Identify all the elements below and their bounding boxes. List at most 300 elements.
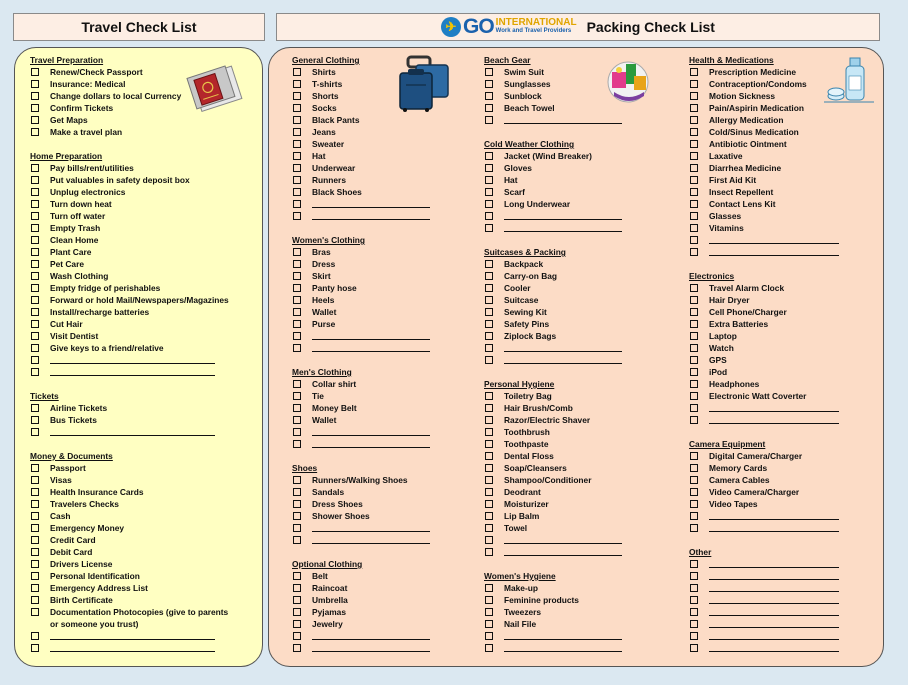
checkbox[interactable]: [293, 140, 301, 148]
checkbox[interactable]: [485, 188, 493, 196]
checkbox[interactable]: [31, 320, 39, 328]
checkbox[interactable]: [31, 524, 39, 532]
checkbox[interactable]: [485, 212, 493, 220]
blank-line[interactable]: [50, 366, 215, 376]
checkbox[interactable]: [293, 512, 301, 520]
blank-line[interactable]: [50, 426, 215, 436]
checklist-item: [30, 90, 235, 102]
logo-subtitle: Work and Travel Providers: [495, 28, 572, 34]
checkbox[interactable]: [485, 272, 493, 280]
checklist-item: [484, 78, 622, 90]
checklist-item-label: Deodrant: [504, 487, 541, 497]
blank-line[interactable]: [709, 510, 839, 520]
checkbox[interactable]: [690, 308, 698, 316]
checkbox[interactable]: [485, 464, 493, 472]
section-title: Suitcases & Packing: [484, 247, 566, 257]
blank-line[interactable]: [504, 534, 622, 544]
checklist-item-label: Prescription Medicine: [709, 67, 797, 77]
checkbox[interactable]: [293, 608, 301, 616]
section-title: Optional Clothing: [292, 559, 363, 569]
checkbox[interactable]: [690, 452, 698, 460]
checkbox[interactable]: [485, 452, 493, 460]
checkbox[interactable]: [690, 524, 698, 532]
checklist-item-label: Sewing Kit: [504, 307, 547, 317]
checkbox[interactable]: [31, 332, 39, 340]
blank-line[interactable]: [709, 522, 839, 532]
checkbox[interactable]: [690, 68, 698, 76]
checklist-item-label: Digital Camera/Charger: [709, 451, 803, 461]
checklist-item: [292, 162, 430, 174]
checkbox[interactable]: [690, 236, 698, 244]
checkbox[interactable]: [485, 632, 493, 640]
checkbox[interactable]: [31, 596, 39, 604]
checkbox[interactable]: [690, 92, 698, 100]
checkbox[interactable]: [31, 308, 39, 316]
blank-line[interactable]: [312, 642, 430, 652]
checkbox[interactable]: [31, 272, 39, 280]
checkbox[interactable]: [31, 416, 39, 424]
checkbox[interactable]: [31, 632, 39, 640]
checkbox[interactable]: [31, 116, 39, 124]
checkbox[interactable]: [293, 188, 301, 196]
checkbox[interactable]: [485, 200, 493, 208]
checkbox[interactable]: [485, 428, 493, 436]
blank-line[interactable]: [709, 246, 839, 256]
blank-line[interactable]: [504, 222, 622, 232]
checklist-item: [292, 510, 430, 522]
blank-line[interactable]: [709, 582, 839, 592]
checkbox[interactable]: [485, 644, 493, 652]
checklist-item: [484, 438, 622, 450]
blank-checklist-item: [484, 534, 622, 546]
section-title: Home Preparation: [30, 151, 103, 161]
checkbox[interactable]: [293, 524, 301, 532]
checkbox[interactable]: [485, 416, 493, 424]
checkbox[interactable]: [690, 608, 698, 616]
checkbox[interactable]: [293, 416, 301, 424]
checklist-item-label: Toothpaste: [504, 439, 549, 449]
checkbox[interactable]: [31, 200, 39, 208]
section-title: Women's Hygiene: [484, 571, 556, 581]
checkbox[interactable]: [690, 188, 698, 196]
blank-line[interactable]: [312, 330, 430, 340]
checklist-item: [689, 174, 839, 186]
checkbox[interactable]: [485, 284, 493, 292]
checklist-item-label: Vitamins: [709, 223, 744, 233]
checkbox[interactable]: [690, 284, 698, 292]
checklist-item: [30, 198, 235, 210]
checkbox[interactable]: [485, 596, 493, 604]
checkbox[interactable]: [485, 116, 493, 124]
checklist-item-label: Black Shoes: [312, 187, 362, 197]
checklist-item-label: Insect Repellent: [709, 187, 774, 197]
checklist-item: [30, 126, 235, 138]
checklist-item-label: Travelers Checks: [50, 499, 119, 509]
checkbox[interactable]: [690, 152, 698, 160]
checkbox[interactable]: [293, 260, 301, 268]
blank-line[interactable]: [504, 630, 622, 640]
blank-line[interactable]: [504, 354, 622, 364]
checkbox[interactable]: [690, 224, 698, 232]
blank-line[interactable]: [50, 354, 215, 364]
checklist-item: [689, 162, 839, 174]
blank-line[interactable]: [709, 234, 839, 244]
checkbox[interactable]: [31, 608, 39, 616]
checklist-item-label: Airline Tickets: [50, 403, 108, 413]
blank-line[interactable]: [504, 114, 622, 124]
checkbox[interactable]: [31, 404, 39, 412]
checklist-item: [484, 174, 622, 186]
checklist-item-label: Laxative: [709, 151, 743, 161]
checklist-item-label: Birth Certificate: [50, 595, 113, 605]
checklist-item-label: Collar shirt: [312, 379, 357, 389]
blank-line[interactable]: [312, 342, 430, 352]
checklist-item: [292, 126, 430, 138]
blank-line[interactable]: [504, 642, 622, 652]
section-money-and-documents: [30, 450, 235, 654]
travel-checklist-header: [13, 13, 265, 41]
checklist-item: [30, 510, 235, 522]
checklist-item-label: Extra Batteries: [709, 319, 769, 329]
checkbox[interactable]: [485, 344, 493, 352]
checklist-item-label: Forward or hold Mail/Newspapers/Magazines: [50, 295, 229, 305]
blank-checklist-item: [689, 402, 839, 414]
blank-line[interactable]: [50, 642, 215, 652]
blank-line[interactable]: [709, 594, 839, 604]
checkbox[interactable]: [31, 260, 39, 268]
checkbox[interactable]: [485, 356, 493, 364]
checkbox[interactable]: [485, 440, 493, 448]
section-beach-gear: [484, 54, 622, 126]
checkbox[interactable]: [293, 572, 301, 580]
checklist-item: [689, 390, 839, 402]
checkbox[interactable]: [293, 620, 301, 628]
checklist-item: [30, 210, 235, 222]
blank-line[interactable]: [504, 546, 622, 556]
checklist-item: [30, 234, 235, 246]
checklist-item-label: Shorts: [312, 91, 339, 101]
blank-checklist-item: [30, 366, 235, 378]
checkbox[interactable]: [293, 80, 301, 88]
checkbox[interactable]: [690, 344, 698, 352]
checklist-item: [292, 114, 430, 126]
checkbox[interactable]: [31, 428, 39, 436]
checkbox[interactable]: [485, 92, 493, 100]
checkbox[interactable]: [31, 344, 39, 352]
checkbox[interactable]: [31, 176, 39, 184]
checkbox[interactable]: [31, 548, 39, 556]
checkbox[interactable]: [485, 68, 493, 76]
checkbox[interactable]: [690, 572, 698, 580]
blank-checklist-item: [689, 510, 839, 522]
checkbox[interactable]: [31, 500, 39, 508]
checkbox[interactable]: [293, 68, 301, 76]
checkbox[interactable]: [690, 140, 698, 148]
checkbox[interactable]: [485, 488, 493, 496]
blank-line[interactable]: [312, 426, 430, 436]
checkbox[interactable]: [293, 500, 301, 508]
checkbox[interactable]: [293, 488, 301, 496]
checkbox[interactable]: [485, 260, 493, 268]
checkbox[interactable]: [31, 584, 39, 592]
blank-line[interactable]: [312, 438, 430, 448]
checkbox[interactable]: [485, 608, 493, 616]
checklist-item-label: Pay bills/rent/utilities: [50, 163, 134, 173]
checkbox[interactable]: [485, 500, 493, 508]
section-title: Tickets: [30, 391, 59, 401]
checklist-item: [689, 282, 839, 294]
checklist-item-label: First Aid Kit: [709, 175, 757, 185]
blank-line[interactable]: [709, 414, 839, 424]
checkbox[interactable]: [293, 440, 301, 448]
section-camera-equipment: [689, 438, 839, 534]
checkbox[interactable]: [690, 116, 698, 124]
travel-checklist-column: [30, 54, 235, 666]
checkbox[interactable]: [31, 284, 39, 292]
blank-line[interactable]: [709, 570, 839, 580]
checkbox[interactable]: [485, 80, 493, 88]
checkbox[interactable]: [31, 476, 39, 484]
checkbox[interactable]: [31, 92, 39, 100]
checkbox[interactable]: [31, 128, 39, 136]
checkbox[interactable]: [31, 356, 39, 364]
blank-line[interactable]: [709, 558, 839, 568]
checklist-item: [484, 258, 622, 270]
checkbox[interactable]: [293, 116, 301, 124]
checkbox[interactable]: [293, 476, 301, 484]
checkbox[interactable]: [293, 344, 301, 352]
checklist-item-label: Moisturizer: [504, 499, 549, 509]
checklist-item-label: Confirm Tickets: [50, 103, 114, 113]
blank-line[interactable]: [709, 606, 839, 616]
section-title: Camera Equipment: [689, 439, 766, 449]
checklist-item-label: Suitcase: [504, 295, 539, 305]
checkbox[interactable]: [31, 488, 39, 496]
checkbox[interactable]: [690, 404, 698, 412]
checkbox[interactable]: [690, 104, 698, 112]
blank-line[interactable]: [709, 642, 839, 652]
blank-line[interactable]: [312, 210, 430, 220]
checkbox[interactable]: [485, 476, 493, 484]
checkbox[interactable]: [690, 128, 698, 136]
checkbox[interactable]: [293, 536, 301, 544]
section-title: Personal Hygiene: [484, 379, 555, 389]
section-title: Money & Documents: [30, 451, 113, 461]
checkbox[interactable]: [690, 584, 698, 592]
checkbox[interactable]: [293, 164, 301, 172]
checkbox[interactable]: [485, 176, 493, 184]
checkbox[interactable]: [293, 284, 301, 292]
checkbox[interactable]: [31, 188, 39, 196]
checkbox[interactable]: [690, 248, 698, 256]
blank-line[interactable]: [504, 210, 622, 220]
checkbox[interactable]: [293, 200, 301, 208]
checkbox[interactable]: [485, 524, 493, 532]
checklist-item: [292, 402, 430, 414]
checklist-item: [30, 270, 235, 282]
checkbox[interactable]: [31, 164, 39, 172]
checkbox[interactable]: [690, 368, 698, 376]
checkbox[interactable]: [690, 560, 698, 568]
blank-line[interactable]: [50, 630, 215, 640]
checkbox[interactable]: [485, 332, 493, 340]
checkbox[interactable]: [485, 320, 493, 328]
checklist-item-label: Renew/Check Passport: [50, 67, 143, 77]
checkbox[interactable]: [690, 164, 698, 172]
checkbox[interactable]: [293, 380, 301, 388]
checkbox[interactable]: [485, 620, 493, 628]
checklist-item: [484, 66, 622, 78]
checklist-item: [484, 150, 622, 162]
checklist-item-label: Hat: [504, 175, 518, 185]
blank-line[interactable]: [312, 534, 430, 544]
checkbox[interactable]: [293, 176, 301, 184]
checkbox[interactable]: [690, 392, 698, 400]
checkbox[interactable]: [690, 380, 698, 388]
checkbox[interactable]: [293, 584, 301, 592]
checklist-item: [689, 114, 839, 126]
checkbox[interactable]: [293, 428, 301, 436]
checkbox[interactable]: [485, 224, 493, 232]
checkbox[interactable]: [31, 104, 39, 112]
checkbox[interactable]: [690, 176, 698, 184]
checkbox[interactable]: [31, 212, 39, 220]
checkbox[interactable]: [485, 512, 493, 520]
checkbox[interactable]: [293, 320, 301, 328]
checklist-item-label: Soap/Cleansers: [504, 463, 567, 473]
checklist-item-label: Unplug electronics: [50, 187, 126, 197]
checkbox[interactable]: [293, 104, 301, 112]
checkbox[interactable]: [690, 212, 698, 220]
checkbox[interactable]: [690, 296, 698, 304]
checkbox[interactable]: [31, 536, 39, 544]
checkbox[interactable]: [293, 248, 301, 256]
checkbox[interactable]: [690, 320, 698, 328]
blank-checklist-item: [484, 630, 622, 642]
checklist-item: [30, 258, 235, 270]
blank-line[interactable]: [709, 402, 839, 412]
checkbox[interactable]: [293, 212, 301, 220]
checklist-item-label: Toiletry Bag: [504, 391, 552, 401]
blank-checklist-item: [30, 426, 235, 438]
checkbox[interactable]: [293, 632, 301, 640]
checklist-item: [292, 150, 430, 162]
checkbox[interactable]: [690, 512, 698, 520]
blank-line[interactable]: [312, 198, 430, 208]
blank-line[interactable]: [312, 630, 430, 640]
checkbox[interactable]: [31, 560, 39, 568]
checkbox[interactable]: [690, 632, 698, 640]
checklist-item: [292, 282, 430, 294]
checkbox[interactable]: [485, 584, 493, 592]
checklist-item: [30, 246, 235, 258]
checkbox[interactable]: [485, 536, 493, 544]
checkbox[interactable]: [293, 272, 301, 280]
checkbox[interactable]: [690, 332, 698, 340]
checkbox[interactable]: [293, 596, 301, 604]
checklist-item: [292, 582, 430, 594]
checkbox[interactable]: [485, 404, 493, 412]
checkbox[interactable]: [31, 572, 39, 580]
checklist-item: [292, 594, 430, 606]
checklist-item: [30, 66, 235, 78]
checkbox[interactable]: [690, 356, 698, 364]
blank-checklist-item: [484, 114, 622, 126]
checkbox[interactable]: [293, 296, 301, 304]
checkbox[interactable]: [690, 80, 698, 88]
blank-line[interactable]: [504, 342, 622, 352]
checkbox[interactable]: [293, 128, 301, 136]
checklist-item: [292, 78, 430, 90]
checkbox[interactable]: [293, 644, 301, 652]
checklist-item: [30, 222, 235, 234]
blank-checklist-item: [292, 342, 430, 354]
checkbox[interactable]: [690, 488, 698, 496]
checkbox[interactable]: [690, 500, 698, 508]
checkbox[interactable]: [485, 308, 493, 316]
checkbox[interactable]: [485, 164, 493, 172]
section-other: [689, 546, 839, 654]
checkbox[interactable]: [31, 80, 39, 88]
checkbox[interactable]: [485, 152, 493, 160]
checkbox[interactable]: [293, 92, 301, 100]
checkbox[interactable]: [485, 104, 493, 112]
checklist-item: [292, 270, 430, 282]
checkbox[interactable]: [31, 236, 39, 244]
checklist-item: [484, 462, 622, 474]
checklist-item: [689, 486, 839, 498]
checkbox[interactable]: [31, 368, 39, 376]
checkbox[interactable]: [690, 620, 698, 628]
blank-line[interactable]: [709, 618, 839, 628]
checkbox[interactable]: [485, 392, 493, 400]
checkbox[interactable]: [293, 404, 301, 412]
checklist-item: [484, 402, 622, 414]
checklist-item: [292, 174, 430, 186]
checkbox[interactable]: [31, 464, 39, 472]
checklist-item: [689, 366, 839, 378]
checkbox[interactable]: [690, 644, 698, 652]
checkbox[interactable]: [31, 68, 39, 76]
checkbox[interactable]: [31, 296, 39, 304]
blank-checklist-item: [292, 330, 430, 342]
checkbox[interactable]: [485, 296, 493, 304]
checkbox[interactable]: [690, 596, 698, 604]
checkbox[interactable]: [485, 548, 493, 556]
checklist-item: [689, 342, 839, 354]
checkbox[interactable]: [31, 512, 39, 520]
checkbox[interactable]: [690, 476, 698, 484]
checkbox[interactable]: [293, 152, 301, 160]
checkbox[interactable]: [31, 248, 39, 256]
section-electronics: [689, 270, 839, 426]
checklist-item-label: Video Camera/Charger: [709, 487, 800, 497]
checkbox[interactable]: [293, 332, 301, 340]
checkbox[interactable]: [293, 308, 301, 316]
checkbox[interactable]: [690, 416, 698, 424]
checkbox[interactable]: [690, 464, 698, 472]
section-title: General Clothing: [292, 55, 360, 65]
checkbox[interactable]: [293, 392, 301, 400]
checkbox[interactable]: [31, 644, 39, 652]
blank-line[interactable]: [312, 522, 430, 532]
checkbox[interactable]: [31, 224, 39, 232]
checkbox[interactable]: [690, 200, 698, 208]
checklist-item-label: Dental Floss: [504, 451, 554, 461]
blank-line[interactable]: [709, 630, 839, 640]
checklist-item-label: Sandals: [312, 487, 345, 497]
checklist-item: [689, 150, 839, 162]
